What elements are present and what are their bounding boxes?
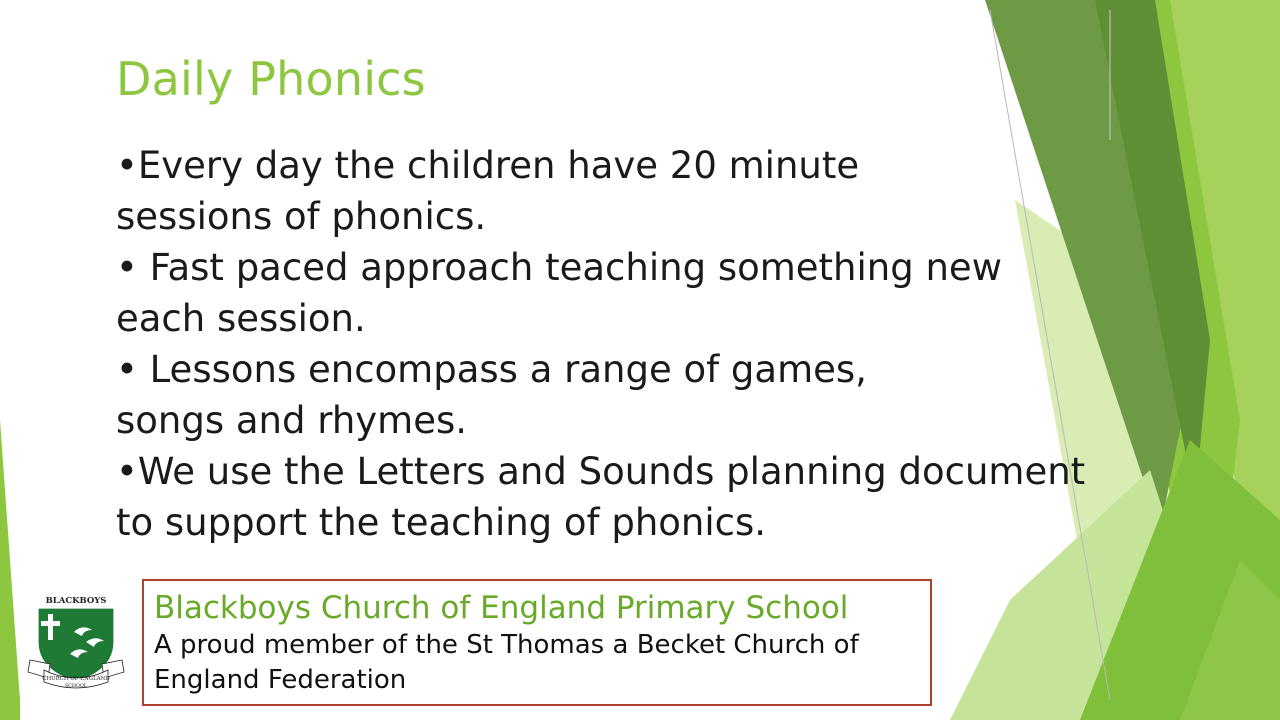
bullet-list	[116, 140, 1126, 548]
bullet-line: • Lessons encompass a range of games,	[116, 348, 867, 391]
bullet-line: each session.	[116, 297, 366, 340]
school-crest-logo	[26, 590, 126, 690]
school-name: Blackboys Church of England Primary School	[154, 590, 849, 626]
crest-bottom-text-2: SCHOOL	[64, 684, 88, 689]
federation-text-line: A proud member of the St Thomas a Becket Church of	[154, 630, 859, 660]
crest-top-text: BLACKBOYS	[45, 596, 107, 606]
cross-icon	[48, 614, 53, 640]
page-title: Daily Phonics	[116, 52, 426, 106]
crest-bottom-text-1: CHURCH OF ENGLAND	[42, 676, 110, 682]
bullet-line: •Every day the children have 20 minute	[116, 144, 860, 187]
bullet-line: •We use the Letters and Sounds planning document	[116, 450, 1086, 493]
bullet-line: • Fast paced approach teaching something new	[116, 246, 1002, 289]
bullet-line: sessions of phonics.	[116, 195, 487, 238]
bullet-line: to support the teaching of phonics.	[116, 501, 767, 544]
bg-left-facet	[0, 420, 20, 720]
school-footer-box	[142, 579, 932, 706]
federation-text-line: England Federation	[154, 665, 407, 695]
bullet-line: songs and rhymes.	[116, 399, 468, 442]
